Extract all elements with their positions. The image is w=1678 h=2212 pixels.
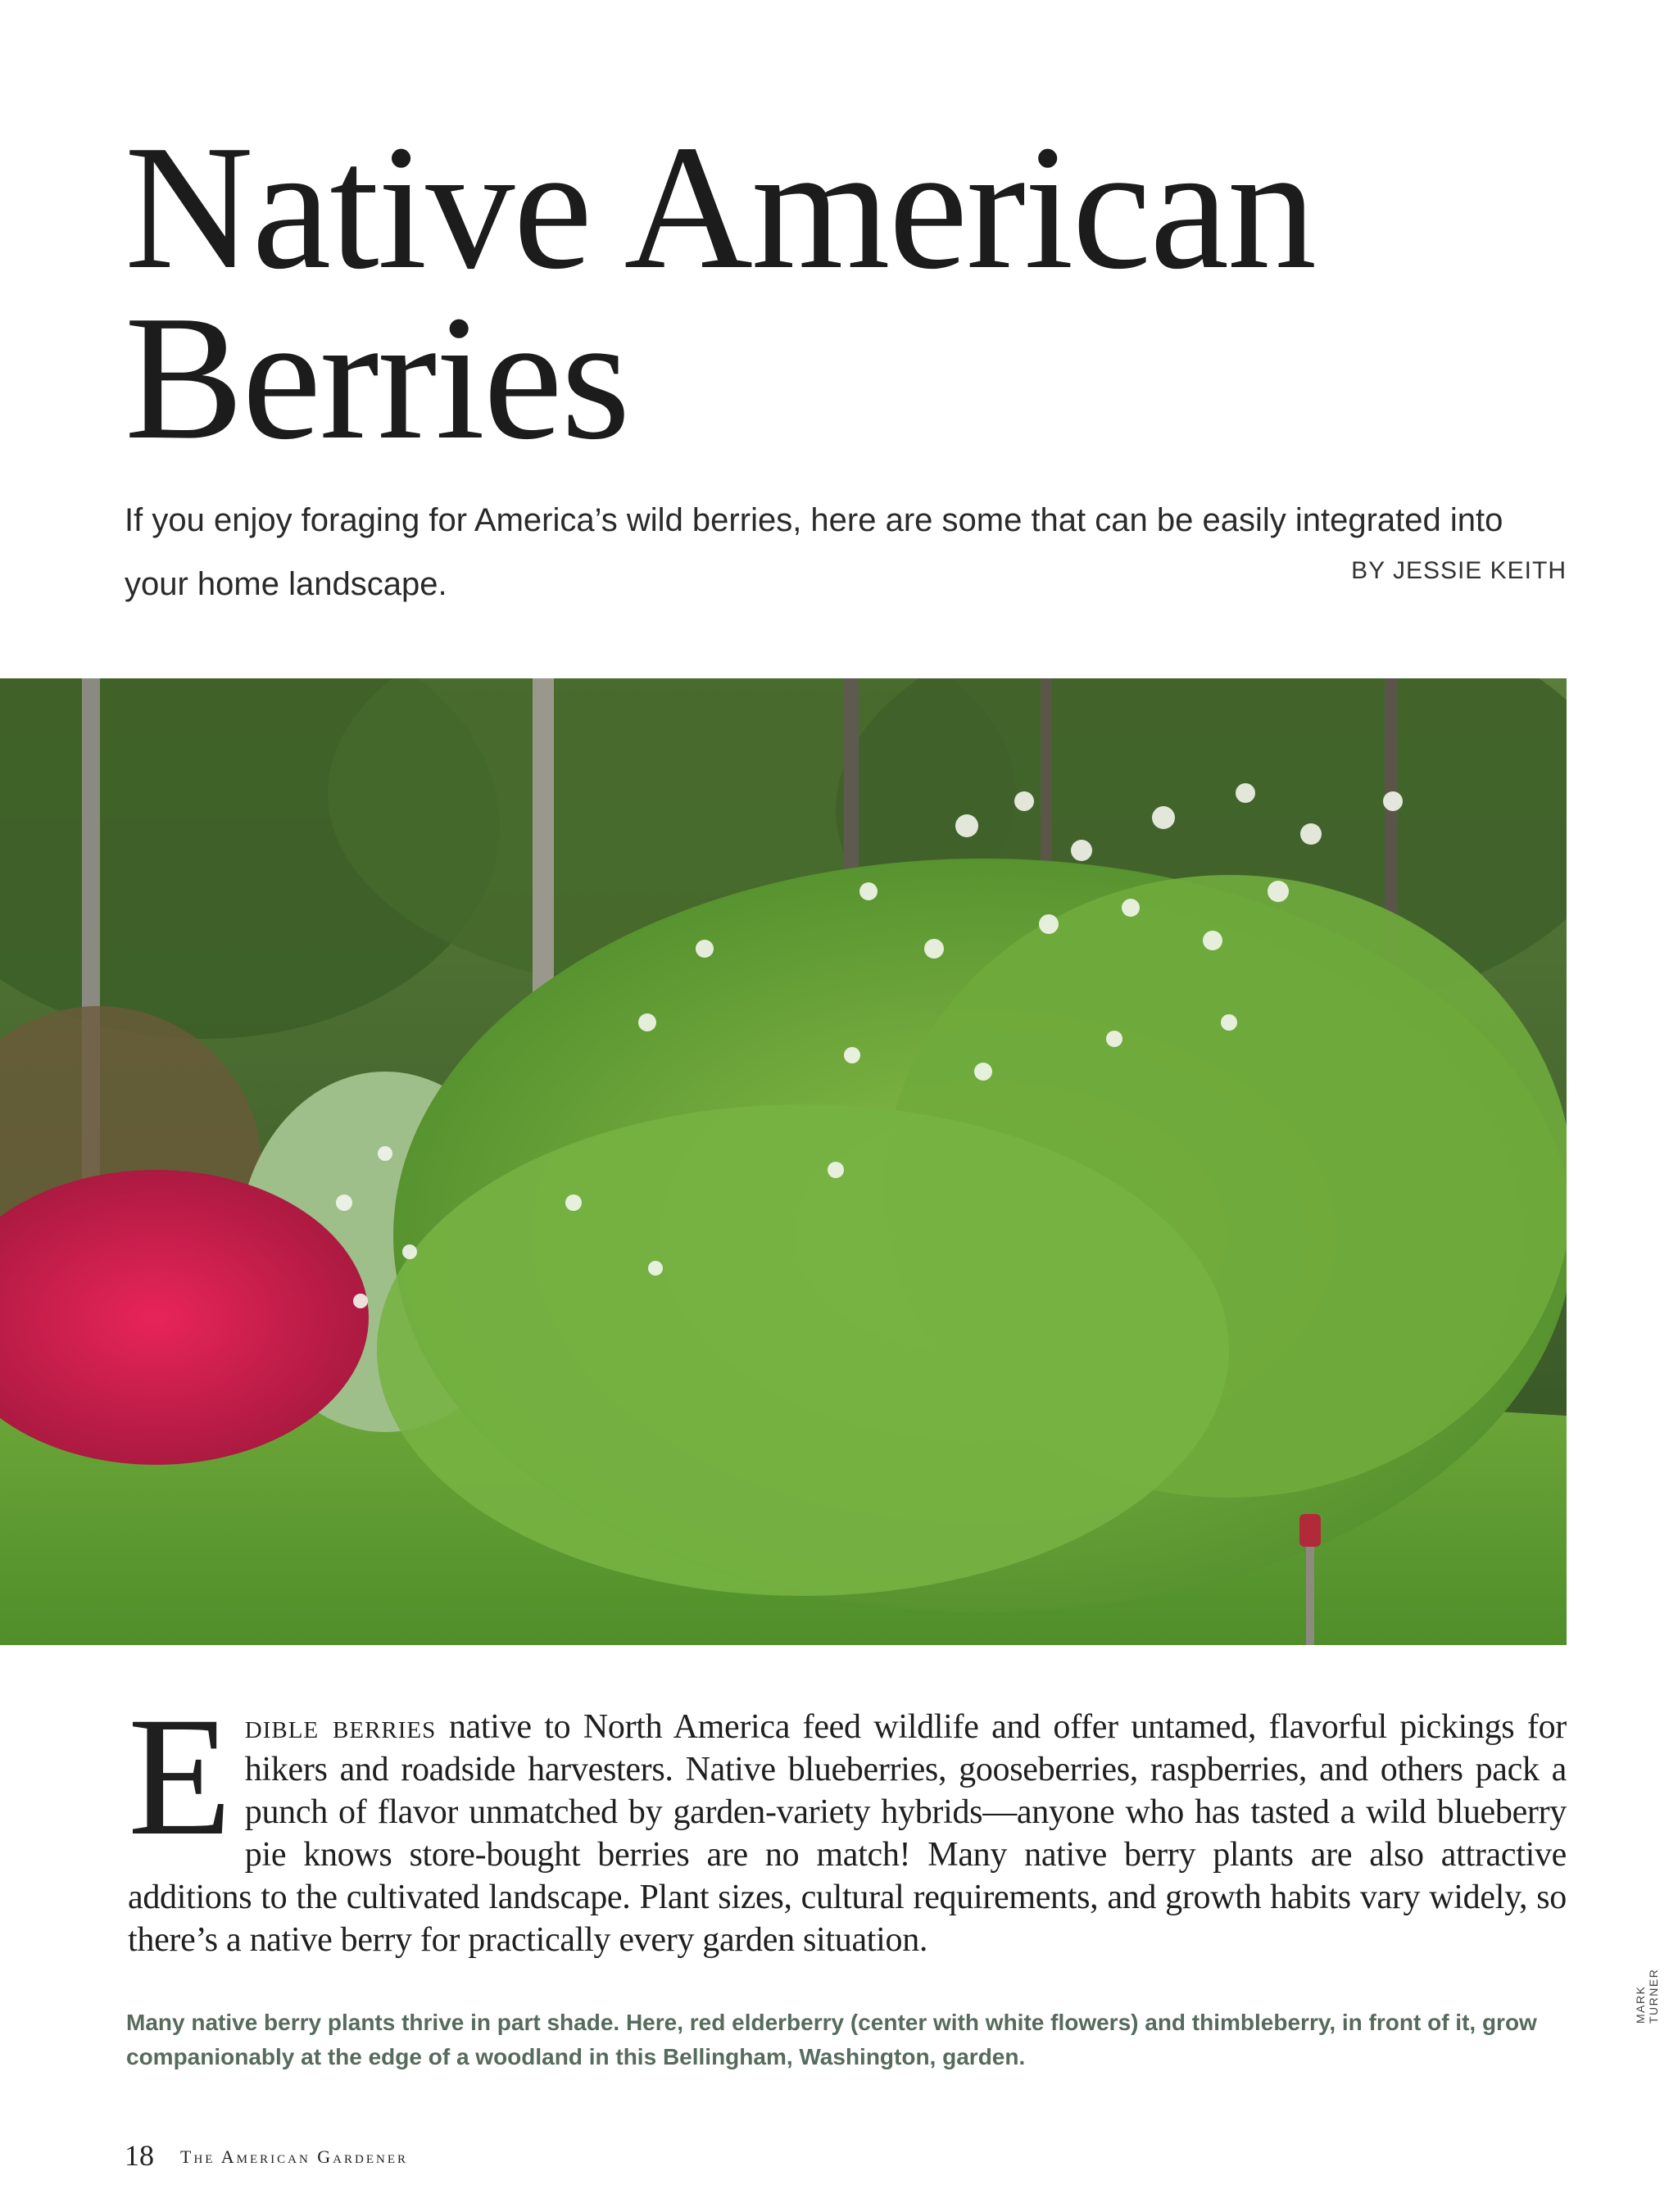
garden-photo	[0, 678, 1567, 1645]
body-paragraph: native to North America feed wildlife and offer untamed, flavorful pickings for hikers and roadside harvesters. Native blueberries, gooseberries, raspberries, and others pack a punch of flavor unmatched by garden-variety hybrids—anyone who has tasted a wild blueberry pie knows store-bought berries are no match! Many native berry plants are also attractive additions to the cultivated landscape. Plant sizes, cultural requirements, and growth habits vary widely, so there’s a native berry for practically every garden situation.	[128, 1708, 1567, 1959]
title-line-1: Native American	[125, 109, 1315, 306]
photo-caption: Many native berry plants thrive in part shade. Here, red elderberry (center with white flowers) and thimbleberry, in front of it, grow companionably at the edge of a woodland in this Bellingham, Washington, garden.	[126, 2010, 1537, 2069]
publication-name: The American Gardener	[180, 2146, 408, 2167]
byline: BY JESSIE KEITH	[1351, 557, 1567, 584]
lead-in: dible berries	[244, 1708, 437, 1746]
article-body	[128, 1682, 1567, 1961]
photo-credit: MARK TURNER	[1634, 1968, 1660, 2024]
article-title	[125, 109, 1599, 477]
page-number: 18	[125, 2139, 154, 2172]
article-dek: If you enjoy foraging for America’s wild berries, here are some that can be easily integrated into your home landscape.	[125, 502, 1503, 602]
garden-photo-illustration	[0, 678, 1567, 1645]
drop-cap: E	[128, 1682, 232, 1870]
title-line-2: Berries	[125, 279, 629, 477]
